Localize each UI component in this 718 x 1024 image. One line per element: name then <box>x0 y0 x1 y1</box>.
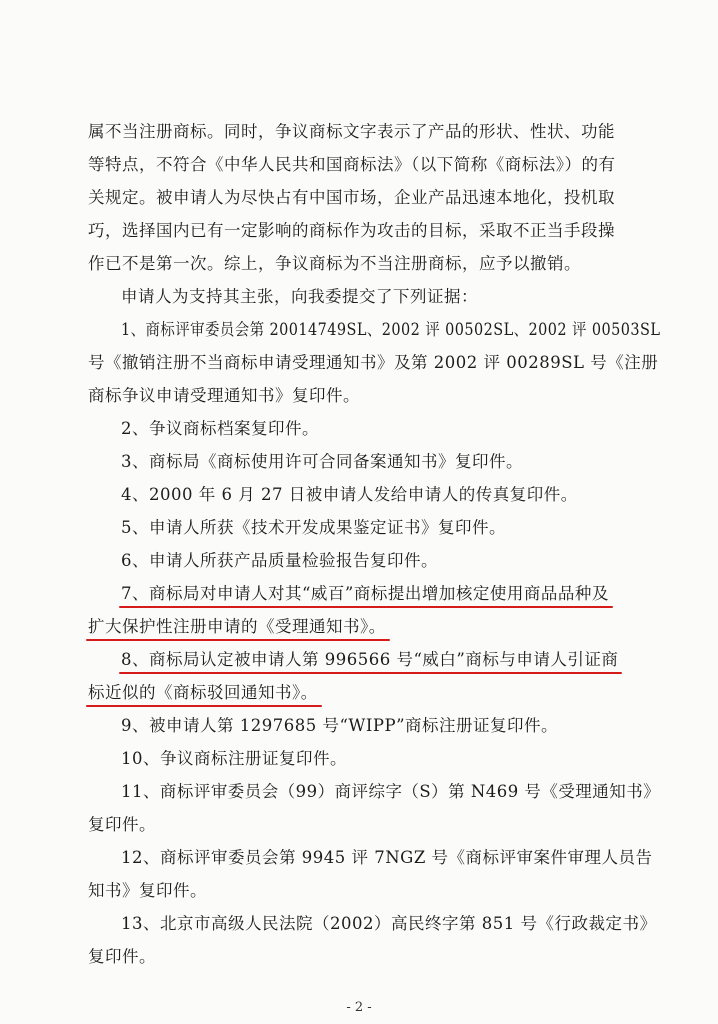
text-line: 复印件。 <box>88 947 156 966</box>
text-line: 关规定。被申请人为尽快占有中国市场，企业产品迅速本地化，投机取 <box>88 188 615 207</box>
text-line: 申请人为支持其主张，向我委提交了下列证据： <box>121 287 478 306</box>
underlined-text: 标近似的《商标驳回通知书》。 <box>88 683 318 702</box>
evidence-item-5: 5、申请人所获《技术开发成果鉴定证书》复印件。 <box>121 518 506 537</box>
text-line <box>88 682 318 704</box>
text-line: 商标争议申请受理通知书》复印件。 <box>88 386 360 405</box>
text-line <box>88 616 386 638</box>
text-line: 知书》复印件。 <box>88 881 207 900</box>
text-line: 复印件。 <box>88 815 156 834</box>
text-line: 属不当注册商标。同时，争议商标文字表示了产品的形状、性状、功能 <box>88 122 615 141</box>
underlined-text: 扩大保护性注册申请的《受理通知书》。 <box>88 617 386 636</box>
underlined-text: 8、商标局认定被申请人第 996566 号“威白”商标与申请人引证商 <box>121 650 619 669</box>
evidence-item-6: 6、申请人所获产品质量检验报告复印件。 <box>121 551 438 570</box>
evidence-item-13: 13、北京市高级人民法院（2002）高民终字第 851 号《行政裁定书》 <box>121 914 657 933</box>
evidence-item-10: 10、争议商标注册证复印件。 <box>121 749 347 768</box>
evidence-item-7 <box>121 583 609 605</box>
text-line: 等特点，不符合《中华人民共和国商标法》（以下简称《商标法》）的有 <box>88 155 616 174</box>
evidence-item-9: 9、被申请人第 1297685 号“WIPP”商标注册证复印件。 <box>121 716 559 735</box>
evidence-item-8 <box>121 649 618 671</box>
underlined-text: 7、商标局对申请人对其“威百”商标提出增加核定使用商品品种及 <box>121 584 609 603</box>
text-line: 巧，选择国内已有一定影响的商标作为攻击的目标，采取不正当手段操 <box>88 221 615 240</box>
evidence-item-2: 2、争议商标档案复印件。 <box>121 419 319 438</box>
evidence-item-11: 11、商标评审委员会（99）商评综字（S）第 N469 号《受理通知书》 <box>121 782 661 801</box>
evidence-item-12: 12、商标评审委员会第 9945 评 7NGZ 号《商标评审案件审理人员告 <box>121 848 653 867</box>
page-number: - 2 - <box>346 1000 372 1015</box>
text-line: 作已不是第一次。综上，争议商标为不当注册商标，应予以撤销。 <box>88 254 581 273</box>
evidence-item-1: 1、商标评审委员会第 20014749SL、2002 评 00502SL、2002 评 00503SL <box>121 320 661 339</box>
evidence-item-4: 4、2000 年 6 月 27 日被申请人发给申请人的传真复印件。 <box>121 485 578 504</box>
text-line: 号《撤销注册不当商标申请受理通知书》及第 2002 评 00289SL 号《注册 <box>88 353 659 372</box>
evidence-item-3: 3、商标局《商标使用许可合同备案通知书》复印件。 <box>121 452 523 471</box>
